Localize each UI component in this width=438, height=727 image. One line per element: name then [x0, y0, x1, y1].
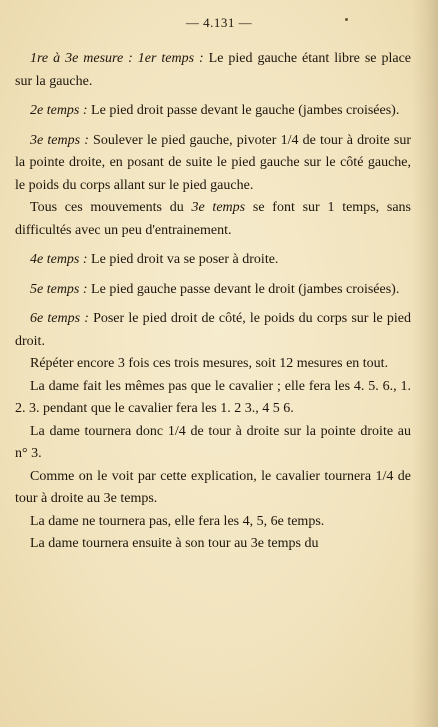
- note-text-before: Tous ces mouvements du: [30, 200, 184, 215]
- paragraph-step-5: [15, 279, 411, 302]
- step-text: Le pied droit passe devant le gauche (jambes croisées).: [91, 103, 400, 118]
- note-text-after: se font sur 1 temps, sans difficultés avec un peu d'entrainement.: [15, 200, 412, 238]
- paragraph-lady-turn-later: La dame tournera ensuite à son tour au 3e temps du: [30, 536, 319, 551]
- paragraph-step-4: [15, 249, 411, 272]
- step-text: Le pied gauche étant libre se place sur la gauche.: [15, 51, 411, 89]
- step-label: 3e temps :: [30, 132, 89, 148]
- paragraph-explanation: Comme on le voit par cette explication, le cavalier tournera 1/4 de tour à droite au 3e temps.: [15, 468, 411, 506]
- paragraph-note-third-beat: [15, 197, 411, 242]
- step-text: Le pied gauche passe devant le droit (jambes croisées).: [91, 281, 400, 297]
- step-label: 5e temps :: [30, 281, 88, 297]
- paragraph-lady-no-turn: La dame ne tournera pas, elle fera les 4, 5, 6e temps.: [30, 513, 325, 529]
- step-label: 1re à 3e mesure : 1er temps :: [30, 51, 204, 66]
- paragraph-step-1: [15, 48, 411, 93]
- paragraph-step-3: [15, 130, 411, 198]
- page-number: — 4.131 —: [185, 15, 253, 30]
- step-label: 4e temps :: [30, 252, 88, 267]
- step-text: Soulever le pied gauche, pivoter 1/4 de tour à droite sur la pointe droite, en posant de suite le pied gauche sur le côté gauche, le poids du corps allant sur le pied gauche.: [15, 132, 412, 193]
- paragraph-step-6: [15, 308, 411, 353]
- paragraph-repeat: Répéter encore 3 fois ces trois mesures, soit 12 mesures en tout.: [30, 356, 389, 371]
- body-text: [15, 48, 411, 556]
- step-text: Poser le pied droit de côté, le poids du corps sur le pied droit.: [15, 311, 411, 349]
- step-text: Le pied droit va se poser à droite.: [91, 252, 279, 267]
- page-edge-shadow: [412, 0, 438, 727]
- paragraph-step-2: [15, 100, 411, 123]
- paragraph-lady-turn: La dame tournera donc 1/4 de tour à droite sur la pointe droite au n° 3.: [15, 423, 411, 461]
- step-label: 6e temps :: [30, 311, 89, 326]
- paragraph-lady-steps: La dame fait les mêmes pas que le cavalier ; elle fera les 4. 5. 6., 1. 2. 3. pendant que le cavalier fera les 1. 2 3., 4 5 6.: [15, 378, 411, 416]
- step-label: 2e temps :: [30, 103, 88, 118]
- note-emphasis: 3e temps: [191, 200, 246, 215]
